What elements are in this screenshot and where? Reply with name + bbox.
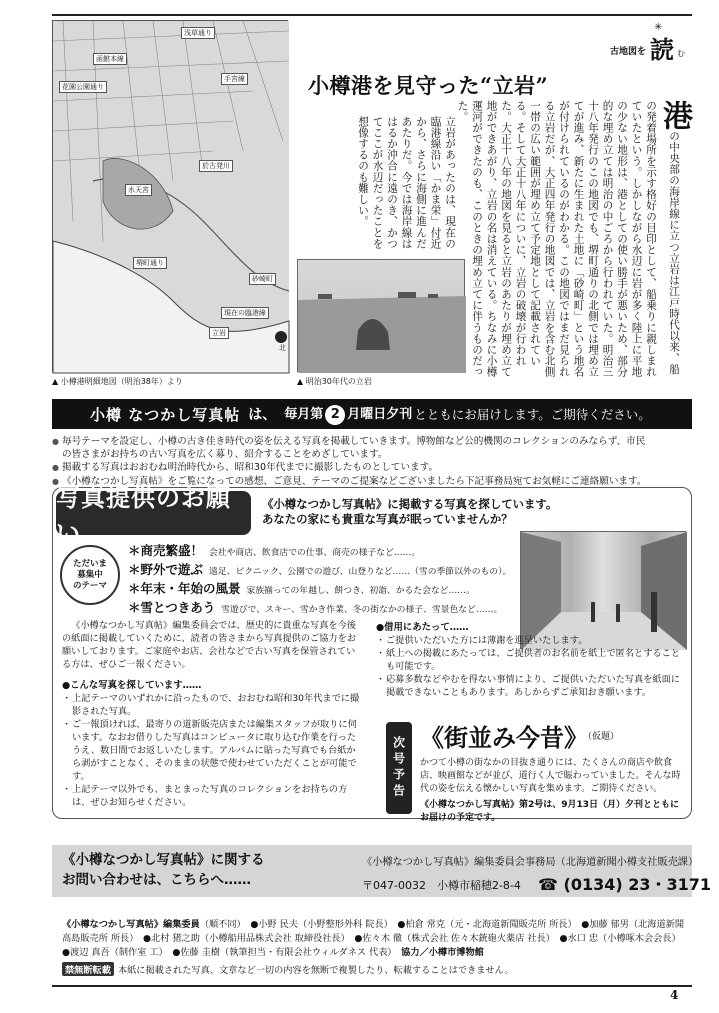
editorial-members: [62, 918, 690, 960]
map-caption: ▲ 小樽港明細地図（明治38年）より: [52, 377, 183, 386]
request-sub1: 《小樽なつかし写真帖》に掲載する写真を探しています。: [262, 497, 558, 511]
request-subheading: [262, 497, 557, 527]
search-list: [62, 692, 362, 809]
banner-rest: とともにお届けします。ご期待ください。: [414, 407, 651, 422]
lend-heading: ●借用にあたって……: [376, 622, 469, 633]
article-body: [456, 100, 692, 378]
theme-item: [128, 579, 518, 598]
next-issue-body: [420, 757, 688, 825]
theme-example: 家族揃っての年越し、餅つき、初詣、かるた会など……。: [246, 586, 475, 596]
map-label: 堺町通り: [133, 257, 167, 269]
series-banner: [52, 399, 692, 429]
list-item: の皆さまがお持ちの古い写真を広く募り、紹介することをめざしています。: [62, 449, 388, 461]
page-number: 4: [670, 988, 679, 1002]
banner-ha: は、: [248, 407, 277, 423]
banner-title: 小樽 なつかし写真帖: [90, 405, 241, 424]
map-label: 函館本線: [93, 53, 127, 65]
theme-circle: [60, 545, 120, 605]
banner-num: 2: [325, 405, 345, 425]
contact-org: 《小樽なつかし写真帖》編集委員会事務局（北海道新聞小樽支社販売課）: [362, 857, 699, 868]
reprint-text: 本紙に掲載された写真、文章など一切の内容を無断で複製したり、転載することはできません。: [117, 965, 514, 976]
contact-line2: お問い合わせは、こちらへ……: [62, 872, 251, 888]
request-sub2: あなたの家にも貴重な写真が眠っていませんか？: [262, 512, 513, 526]
tateiwa-photo: [297, 259, 465, 372]
theme-label: ＊商売繁盛！: [128, 543, 204, 558]
theme-label: ＊年末・年始の風景: [128, 581, 241, 596]
theme-example: 遠足、ピクニック、公園での遊び、山登りなど……（雪の季節以外のもの）。: [209, 567, 512, 577]
list-item: ・ 紙上への掲載にあたっては、ご提供者のお名前を紙上で匿名とすることも可能です。: [376, 647, 684, 673]
theme-label: ＊野外で遊ぶ: [128, 562, 204, 577]
map-label: 浅草通り: [181, 27, 215, 39]
theme-item: [128, 598, 518, 617]
map-label: 現在の臨港線: [221, 307, 269, 319]
map-label: 手宮線: [221, 73, 248, 85]
compass-icon: ✳: [654, 22, 663, 33]
members-label: 《小樽なつかし写真帖》編集委員: [62, 919, 200, 930]
map-label: 砂崎町: [249, 273, 276, 285]
next-issue-tag: 次号予告: [386, 722, 412, 814]
theme-label: ＊雪とつきあう: [128, 600, 216, 615]
theme-item: [128, 541, 518, 560]
contact-line1: 《小樽なつかし写真帖》に関する: [62, 852, 265, 868]
list-item: ● 毎号テーマを設定し、小樽の古き佳き時代の姿を伝える写真を掲載していきます。博物館など公的機関のコレクションのみならず、市民: [52, 435, 692, 448]
list-item: ● 掲載する写真はおおむね明治時代から、昭和30年代までに撮影したものとしています。: [52, 461, 692, 474]
article-text: の中央部の海岸線に立つ立岩は江戸時代以来、船の発着場所を示す格好の目印として、船乗りに親しまれていたという。しかしながら水辺に岩が多く陸上に平地の少ない地形は、港としての使い勝手が悪いため、部分的な埋め立ては明治の中ごろから行われていた。明治三十八年発行のこの地図でも、堺町通りの北側では埋め立てが進み、新たに生まれた土地に「砂崎町」という地名が付けられているのがわかる。この地図ではまだ見られる立岩だが、大正四年発行の地図では、立岩を含む北側一帯の広い範囲が埋め立て予定地として記載されている。そして大正十八年についに、立岩の破壊が行われた。大正十八年の地図を見ると立岩のあたりが埋め立て地ができあがり、立岩の名は消えている。ちなみに小樽運河ができたのも、このときの埋め立てに伴うものだった。: [456, 100, 680, 378]
map-label: 於古発川: [199, 160, 233, 172]
list-item: ・ 上記テーマのいずれかに沿ったもので、おおむね昭和30年代までに撮影された写真。: [62, 692, 362, 718]
members-text: （順不同） ●小野 民夫（小野整形外科 院長） ●柏倉 常克（元・北海道新聞販売所 所長） ●加藤 郁男（北海道新聞高島販売所 所長） ●北村 猪之助（小樽船用品株式会社 取締役社長） ●佐々木 徹（株式会社 佐々木銃砲火薬店 社長） ●水口 忠（小樽啄木会会長） ●渡辺 真吾（制作室 工） ●佐藤 圭樹（執筆担当・有限会社ウィルダネス 代表）: [62, 919, 686, 958]
badge-big: 読: [650, 35, 674, 64]
theme-list: [128, 541, 518, 617]
contact-heading: [62, 850, 265, 890]
banner-sched-pre: 毎月第: [284, 407, 324, 423]
dropcap: 港: [657, 100, 692, 131]
theme-example: 雪遊びで、スキー、雪かき作業、冬の街なかの様子、雪景色など……。: [221, 605, 503, 615]
circle-line: ただいま: [72, 558, 107, 569]
reprint-tag: 禁無断転載: [62, 962, 114, 976]
map-label: 花園公園通り: [59, 81, 107, 93]
next-issue-note: （仮題）: [583, 732, 620, 742]
photo-caption: ▲ 明治30年代の立岩: [297, 377, 372, 386]
theme-item: [128, 560, 518, 579]
banner-schedule: [284, 403, 412, 425]
search-heading: ●こんな写真を探しています……: [62, 680, 202, 691]
members-coop: 協力／小樽市博物館: [401, 947, 484, 958]
request-heading: 写真提供のお願い: [56, 491, 251, 535]
request-body-text: 《小樽なつかし写真帖》編集委員会では、歴史的に貴重な写真を今後の紙面に掲載していくために、読者の皆さまから写真提供のご協力をお願いしております。ご家庭やお店、会社などで古い写真を保管されている方は、ぜひご一報ください。: [62, 620, 356, 670]
request-body: [62, 619, 362, 809]
list-item: ・ ご一報頂ければ、最寄りの道新販売店または編集スタッフが取りに伺います。なおお借りした写真はコンピュータに取り込む作業を行ったうえ、数日間でお返しいたします。アルバムに貼った写真でも台紙から剥がすことなく、そのままの状態で使わせていただくことが可能です。: [62, 718, 362, 783]
list-item: ・ 上記テーマ以外でも、まとまった写真のコレクションをお持ちの方は、ぜひお知らせください。: [62, 783, 362, 809]
headline: 小樽港を見守った“立岩”: [308, 73, 549, 98]
next-issue-date: 《小樽なつかし写真帖》第2号は、9月13日（月）夕刊とともにお届けの予定です。: [420, 800, 680, 823]
circle-line: 募集中: [77, 569, 103, 580]
badge-post: む: [677, 49, 685, 58]
top-rule: [52, 14, 692, 16]
reprint-notice: [62, 962, 514, 976]
series-badge: [598, 22, 690, 62]
article-body-2: 立岩があったのは、現在の臨港線沿い「かま栄」付近から、さらに海側に進んだあたりだ。今では海岸線ははるか沖合に遠のき、かつてここが水辺だったことを想像するのも難しい。: [357, 116, 456, 250]
list-item: ・ 応募多数などやむを得ない事情により、ご提供いただいた写真を紙面に掲載できないこともあります。あしからずご承知おき願います。: [376, 673, 684, 699]
map-label: 立岩: [209, 327, 229, 339]
contact-phone: ☎ (0134) 23・3171: [538, 875, 712, 894]
lending-notes: [376, 621, 684, 699]
map-label: 水天宮: [125, 184, 152, 196]
list-item: ・ ご提供いただいた方には薄謝を進呈いたします。: [376, 634, 684, 647]
badge-pre: 古地図を: [610, 47, 647, 57]
next-issue-title: 《街並み今昔》: [420, 723, 588, 752]
banner-sched-post: 月曜日夕刊: [347, 407, 413, 423]
contact-address: 〒047-0032 小樽市稲穂2-8-4: [362, 879, 521, 892]
next-issue-text: かつて小樽の街なかの目抜き通りには、たくさんの商店や飲食店、映画館などが並び、道行く人で賑わっていました。そんな時代の姿を伝える懐かしい写真を集めます。ご期待ください。: [420, 758, 681, 794]
theme-example: 会社や商店、飲食店での仕事、商売の様子など……。: [209, 548, 421, 558]
lend-list: [376, 634, 684, 699]
circle-line: のテーマ: [72, 580, 107, 591]
list-item: ● 《小樽なつかし写真帖》をご覧になっての感想、ご意見、テーマのご提案などございましたら下記事務局宛てお気軽にご連絡願います。: [52, 475, 692, 488]
old-map: [52, 20, 288, 372]
bottom-rule: [52, 985, 692, 987]
north-mark: 北: [279, 344, 286, 352]
